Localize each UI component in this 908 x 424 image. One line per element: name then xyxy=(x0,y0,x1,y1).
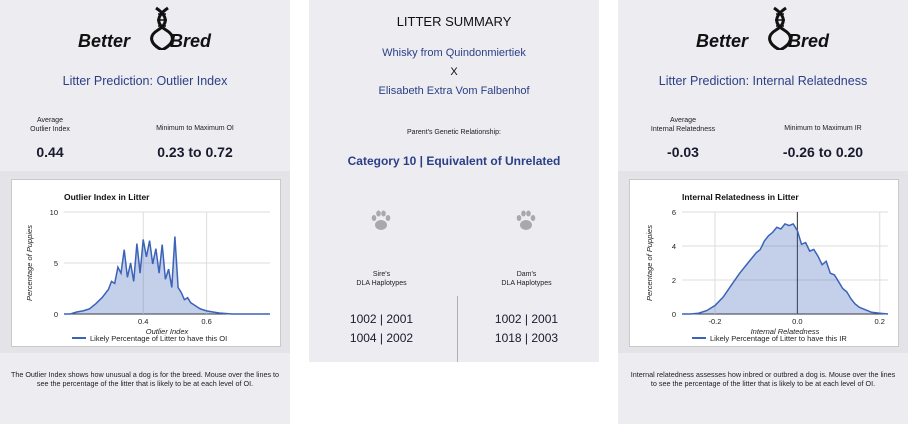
sire-haplotypes-label-line2: DLA Haplotypes xyxy=(356,280,407,287)
outlier-index-panel xyxy=(0,0,290,424)
logo-text-bred: Bred xyxy=(170,31,212,50)
minmax-oi-value: 0.23 to 0.72 xyxy=(157,144,233,160)
litter-summary-title: LITTER SUMMARY xyxy=(396,14,512,29)
legend-label: Likely Percentage of Litter to have this OI xyxy=(90,334,228,343)
x-tick-label: 0.6 xyxy=(201,317,212,326)
minmax-oi-label: Minimum to Maximum OI xyxy=(156,125,234,132)
cross-symbol: X xyxy=(450,66,458,78)
ir-subtitle: Litter Prediction: Internal Relatedness xyxy=(658,74,868,88)
outlier-subtitle: Litter Prediction: Outlier Index xyxy=(62,74,228,88)
sire-paw-icon xyxy=(369,208,393,232)
logo-text-bred: Bred xyxy=(788,31,830,50)
dam-paw-icon xyxy=(514,208,538,232)
x-axis-label: Internal Relatedness xyxy=(750,327,820,336)
y-tick-label: 0 xyxy=(671,310,676,319)
relationship-category: Category 10 | Equivalent of Unrelated xyxy=(347,154,561,168)
x-tick-label: 0.2 xyxy=(874,317,885,326)
dam-haplotype-2: 1018 | 2003 xyxy=(494,331,559,345)
y-tick-label: 4 xyxy=(671,242,676,251)
minmax-ir-value: -0.26 to 0.20 xyxy=(782,144,864,160)
ir-chart-container xyxy=(618,171,908,353)
average-ir-label-line2: Internal Relatedness xyxy=(650,126,716,133)
dam-haplotypes-column xyxy=(454,270,599,348)
relationship-label: Parent's Genetic Relationship: xyxy=(407,129,501,136)
y-axis-label: Percentage of Puppies xyxy=(645,225,654,301)
betterbred-logo xyxy=(0,6,290,50)
sire-haplotype-1: 1002 | 2001 xyxy=(349,312,414,326)
sire-haplotypes-label-line1: Sire's xyxy=(372,271,391,278)
sire-haplotype-2: 1004 | 2002 xyxy=(349,331,414,345)
chart-title: Outlier Index in Litter xyxy=(64,192,150,202)
y-tick-label: 6 xyxy=(671,208,676,217)
average-ir-value: -0.03 xyxy=(667,144,699,160)
y-tick-label: 5 xyxy=(53,259,58,268)
outlier-chart[interactable] xyxy=(11,179,281,347)
x-axis-label: Outlier Index xyxy=(145,327,189,336)
minmax-ir-label: Minimum to Maximum IR xyxy=(784,125,862,132)
litter-summary-panel xyxy=(309,0,599,362)
dam-haplotypes-label-line2: DLA Haplotypes xyxy=(501,280,552,287)
internal-relatedness-panel xyxy=(618,0,908,424)
dam-haplotypes-label-line1: Dam's xyxy=(516,271,537,278)
logo-text-better: Better xyxy=(696,31,749,50)
x-tick-label: -0.2 xyxy=(708,317,722,326)
outlier-chart-container xyxy=(0,171,290,353)
ir-chart[interactable] xyxy=(629,179,899,347)
legend-label: Likely Percentage of Litter to have this IR xyxy=(710,334,847,343)
series-area xyxy=(682,224,888,314)
outlier-description: The Outlier Index shows how unusual a dog is for the breed. Mouse over the lines to see the percentage of the litter that is likely to be at each level of OI. xyxy=(10,370,280,388)
chart-title: Internal Relatedness in Litter xyxy=(682,192,799,202)
dam-haplotype-1: 1002 | 2001 xyxy=(494,312,559,326)
x-tick-label: 0.4 xyxy=(138,317,149,326)
ir-description: Internal relatedness assesses how inbred or outbred a dog is. Mouse over the lines to see the percentage of the litter that is likely to be at each level of OI. xyxy=(630,370,896,388)
betterbred-logo xyxy=(618,6,908,50)
average-oi-label-line1: Average xyxy=(37,117,63,124)
y-tick-label: 0 xyxy=(53,310,58,319)
logo-text-better: Better xyxy=(78,31,131,50)
average-oi-value: 0.44 xyxy=(36,144,64,160)
average-ir-label xyxy=(643,116,723,134)
y-tick-label: 10 xyxy=(49,208,58,217)
sire-haplotypes-column xyxy=(309,270,454,348)
dam-name[interactable]: Elisabeth Extra Vom Falbenhof xyxy=(378,85,530,97)
average-ir-label-line1: Average xyxy=(670,117,696,124)
x-tick-label: 0.0 xyxy=(792,317,803,326)
average-oi-label-line2: Outlier Index xyxy=(30,126,70,133)
average-oi-label xyxy=(20,116,80,134)
y-axis-label: Percentage of Puppies xyxy=(25,225,34,301)
y-tick-label: 2 xyxy=(671,276,676,285)
sire-name[interactable]: Whisky from Quindonmiertiek xyxy=(382,47,526,59)
ir-chart-svg[interactable] xyxy=(630,180,898,346)
outlier-chart-svg[interactable] xyxy=(12,180,280,346)
